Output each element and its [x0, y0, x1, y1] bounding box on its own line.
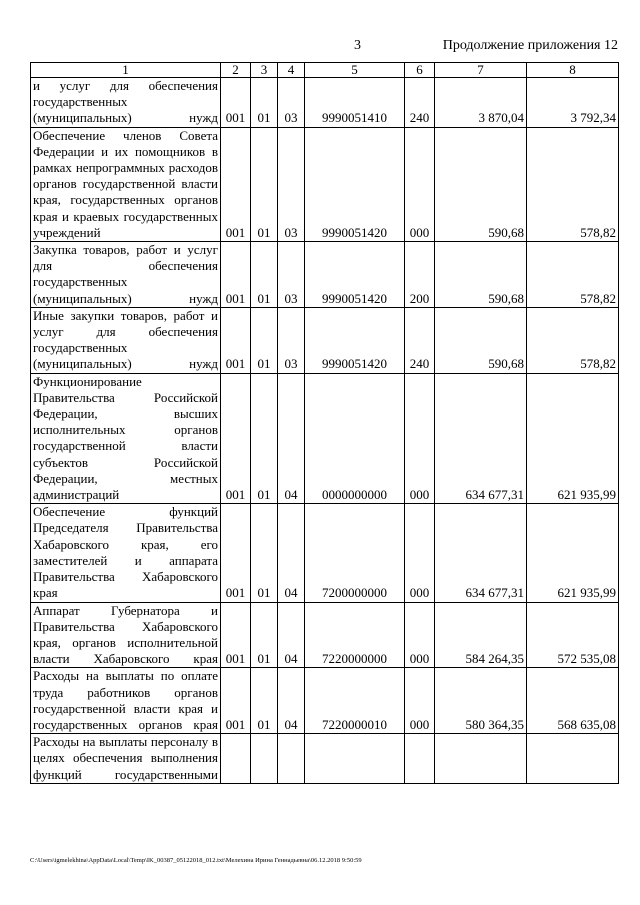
cell-col3: 01: [251, 242, 278, 308]
cell-col2: [221, 734, 251, 784]
cell-col5: 7220000000: [305, 602, 405, 668]
cell-col2: 001: [221, 668, 251, 734]
row-name: Расходы на выплаты по оплате труда работников органов государственной власти края и государственных органов края: [31, 668, 221, 734]
column-header: 3: [251, 63, 278, 78]
table-row: [31, 504, 619, 602]
cell-col8: 568 635,08: [527, 668, 619, 734]
column-header: 8: [527, 63, 619, 78]
cell-col2: 001: [221, 373, 251, 504]
cell-col5: 9990051410: [305, 78, 405, 128]
page-number: 3: [354, 38, 361, 53]
table-row: [31, 668, 619, 734]
cell-col6: 000: [405, 373, 435, 504]
column-header: 2: [221, 63, 251, 78]
cell-col2: 001: [221, 504, 251, 602]
cell-col3: 01: [251, 127, 278, 241]
column-header: 4: [278, 63, 305, 78]
cell-col2: 001: [221, 127, 251, 241]
cell-col8: [527, 734, 619, 784]
cell-col5: 9990051420: [305, 307, 405, 373]
cell-col8: 621 935,99: [527, 504, 619, 602]
cell-col7: 634 677,31: [435, 504, 527, 602]
cell-col4: 04: [278, 504, 305, 602]
cell-col6: 000: [405, 504, 435, 602]
cell-col7: 3 870,04: [435, 78, 527, 128]
cell-col5: 9990051420: [305, 242, 405, 308]
row-name: Функционирование Правительства Российской Федерации, высших исполнительных органов государственной власти субъектов Российской Федерации, местных администраций: [31, 373, 221, 504]
cell-col7: 590,68: [435, 127, 527, 241]
cell-col7: 584 264,35: [435, 602, 527, 668]
cell-col6: 000: [405, 127, 435, 241]
cell-col3: 01: [251, 373, 278, 504]
cell-col2: 001: [221, 242, 251, 308]
table-row: [31, 127, 619, 241]
column-header: 7: [435, 63, 527, 78]
row-name: Расходы на выплаты персоналу в целях обеспечения выполнения функций государственными: [31, 734, 221, 784]
cell-col6: [405, 734, 435, 784]
cell-col2: 001: [221, 307, 251, 373]
cell-col8: 578,82: [527, 307, 619, 373]
cell-col6: 200: [405, 242, 435, 308]
row-name: Обеспечение функций Председателя Правительства Хабаровского края, его заместителей и аппарата Правительства Хабаровского края: [31, 504, 221, 602]
cell-col4: 04: [278, 668, 305, 734]
cell-col5: 7220000010: [305, 668, 405, 734]
cell-col6: 000: [405, 602, 435, 668]
table-row: [31, 242, 619, 308]
cell-col3: 01: [251, 504, 278, 602]
cell-col8: 621 935,99: [527, 373, 619, 504]
cell-col7: 590,68: [435, 307, 527, 373]
cell-col3: 01: [251, 668, 278, 734]
cell-col6: 240: [405, 307, 435, 373]
cell-col2: 001: [221, 78, 251, 128]
row-name: Иные закупки товаров, работ и услуг для обеспечения государственных (муниципальных) нужд: [31, 307, 221, 373]
table-row: [31, 307, 619, 373]
cell-col4: 04: [278, 373, 305, 504]
cell-col5: 7200000000: [305, 504, 405, 602]
row-name: Аппарат Губернатора и Правительства Хабаровского края, органов исполнительной власти Хабаровского края: [31, 602, 221, 668]
cell-col3: 01: [251, 307, 278, 373]
table-header-row: [31, 63, 619, 78]
cell-col4: 03: [278, 307, 305, 373]
table-row: [31, 602, 619, 668]
cell-col4: 04: [278, 602, 305, 668]
cell-col8: 578,82: [527, 127, 619, 241]
cell-col8: 578,82: [527, 242, 619, 308]
table-row: [31, 373, 619, 504]
cell-col4: 03: [278, 127, 305, 241]
cell-col5: 0000000000: [305, 373, 405, 504]
table-row: [31, 78, 619, 128]
column-header: 6: [405, 63, 435, 78]
cell-col3: [251, 734, 278, 784]
cell-col7: 634 677,31: [435, 373, 527, 504]
continuation-label: Продолжение приложения 12: [442, 38, 618, 53]
cell-col2: 001: [221, 602, 251, 668]
cell-col7: 580 364,35: [435, 668, 527, 734]
cell-col8: 572 535,08: [527, 602, 619, 668]
column-header: 5: [305, 63, 405, 78]
row-name: Обеспечение членов Совета Федерации и их помощников в рамках непрограммных расходов органов государственной власти края, государственных органов края и краевых государственных учреждений: [31, 127, 221, 241]
cell-col4: 03: [278, 78, 305, 128]
cell-col3: 01: [251, 602, 278, 668]
cell-col7: 590,68: [435, 242, 527, 308]
cell-col5: [305, 734, 405, 784]
row-name: Закупка товаров, работ и услуг для обеспечения государственных (муниципальных) нужд: [31, 242, 221, 308]
budget-table: [30, 62, 619, 784]
cell-col4: [278, 734, 305, 784]
table-row: [31, 734, 619, 784]
column-header: 1: [31, 63, 221, 78]
cell-col6: 000: [405, 668, 435, 734]
cell-col7: [435, 734, 527, 784]
cell-col5: 9990051420: [305, 127, 405, 241]
file-path-footer: C:\Users\igmelekhina\AppData\Local\Temp\IK_00387_05122018_012.txt\Мелехина Ирина Геннадьевна\06.12.2018 9:50:59: [30, 857, 362, 864]
cell-col8: 3 792,34: [527, 78, 619, 128]
cell-col4: 03: [278, 242, 305, 308]
cell-col6: 240: [405, 78, 435, 128]
cell-col3: 01: [251, 78, 278, 128]
row-name: и услуг для обеспечения государственных (муниципальных) нужд: [31, 78, 221, 128]
